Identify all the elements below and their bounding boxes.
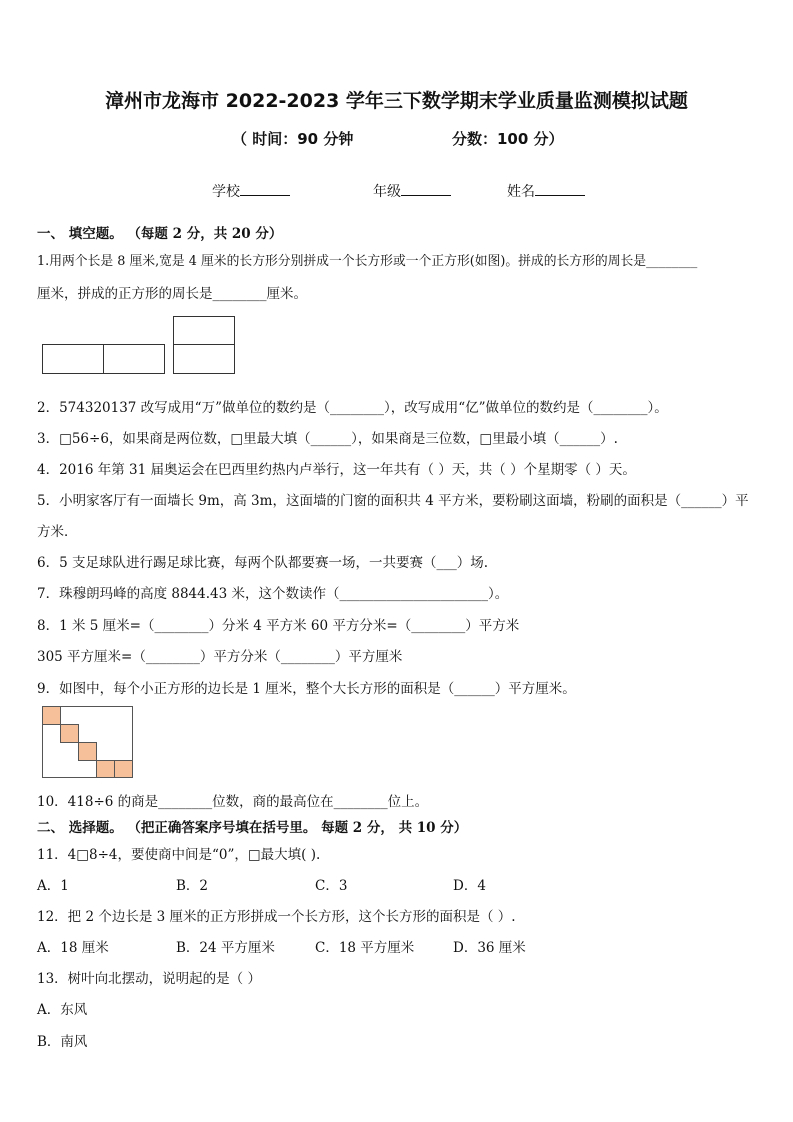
section-2-heading: 二、 选择题。 （把正确答案序号填在括号里。 每题 2 分， 共 10 分） <box>37 820 468 836</box>
school-label: 学校 <box>212 184 240 200</box>
exam-time: （ 时间：90 分钟 <box>232 130 354 148</box>
q11-option-b[interactable]: B．2 <box>176 878 209 894</box>
question-10: 10．418÷6 的商是________位数，商的最高位在________位上。 <box>37 794 429 810</box>
question-1-line-1: 1.用两个长是 8 厘米,宽是 4 厘米的长方形分别拼成一个长方形或一个正方形(如图)。拼成的长方形的周长是________ <box>37 254 698 269</box>
question-12: 12．把 2 个边长是 3 厘米的正方形拼成一个长方形，这个长方形的面积是（ ）. <box>37 909 516 925</box>
q11-option-d[interactable]: D．4 <box>453 878 486 894</box>
grade-field <box>373 181 451 201</box>
q12-option-c[interactable]: C．18 平方厘米 <box>315 940 415 956</box>
question-11: 11．4□8÷4，要使商中间是“0”，□最大填( ). <box>37 847 321 863</box>
grade-label: 年级 <box>373 184 401 200</box>
question-13: 13．树叶向北摆动，说明起的是（ ） <box>37 971 261 987</box>
q13-option-a[interactable]: A．东风 <box>37 1002 88 1018</box>
q12-option-a[interactable]: A．18 厘米 <box>37 940 109 956</box>
question-8-line-1: 8．1 米 5 厘米=（________）分米 4 平方米 60 平方分米=（________）平方米 <box>37 618 520 634</box>
school-field <box>212 181 290 201</box>
section-1-heading: 一、 填空题。 （每题 2 分，共 20 分） <box>37 226 283 242</box>
q12-option-b[interactable]: B．24 平方厘米 <box>176 940 275 956</box>
name-label: 姓名 <box>507 184 535 200</box>
q11-option-a[interactable]: A．1 <box>37 878 69 894</box>
square-figure <box>173 316 236 374</box>
q12-option-d[interactable]: D．36 厘米 <box>453 940 526 956</box>
q11-option-c[interactable]: C．3 <box>315 878 348 894</box>
question-9: 9．如图中，每个小正方形的边长是 1 厘米，整个大长方形的面积是（______）平方厘米。 <box>37 681 576 697</box>
question-5-line-1: 5．小明家客厅有一面墙长 9m，高 3m，这面墙的门窗的面积共 4 平方米，要粉刷这面墙，粉刷的面积是（______）平 <box>37 493 749 509</box>
staircase-squares-figure <box>42 706 134 779</box>
name-field <box>507 181 585 201</box>
question-5-line-2: 方米． <box>37 524 78 540</box>
question-4: 4．2016 年第 31 届奥运会在巴西里约热内卢举行，这一年共有（ ）天，共（ ）个星期零（ ）天。 <box>37 462 636 478</box>
question-3: 3．□56÷6，如果商是两位数，□里最大填（______），如果商是三位数，□里最小填（______）. <box>37 431 618 447</box>
question-6: 6．5 支足球队进行踢足球比赛，每两个队都要赛一场，一共要赛（___）场. <box>37 555 489 571</box>
school-blank <box>240 181 290 196</box>
q13-option-b[interactable]: B．南风 <box>37 1034 88 1050</box>
name-blank <box>535 181 585 196</box>
exam-score: 分数：100 分） <box>452 130 564 148</box>
page-title: 漳州市龙海市 2022-2023 学年三下数学期末学业质量监测模拟试题 <box>105 90 688 112</box>
rectangle-figure <box>42 344 166 374</box>
question-1-line-2: 厘米，拼成的正方形的周长是________厘米。 <box>37 286 307 302</box>
grade-blank <box>401 181 451 196</box>
question-8-line-2: 305 平方厘米=（________）平方分米（________）平方厘米 <box>37 649 403 665</box>
question-2: 2．574320137 改写成用“万”做单位的数约是（________），改写成用“亿”做单位的数约是（________）。 <box>37 400 668 416</box>
question-7: 7．珠穆朗玛峰的高度 8844.43 米，这个数读作（______________________）。 <box>37 586 509 602</box>
